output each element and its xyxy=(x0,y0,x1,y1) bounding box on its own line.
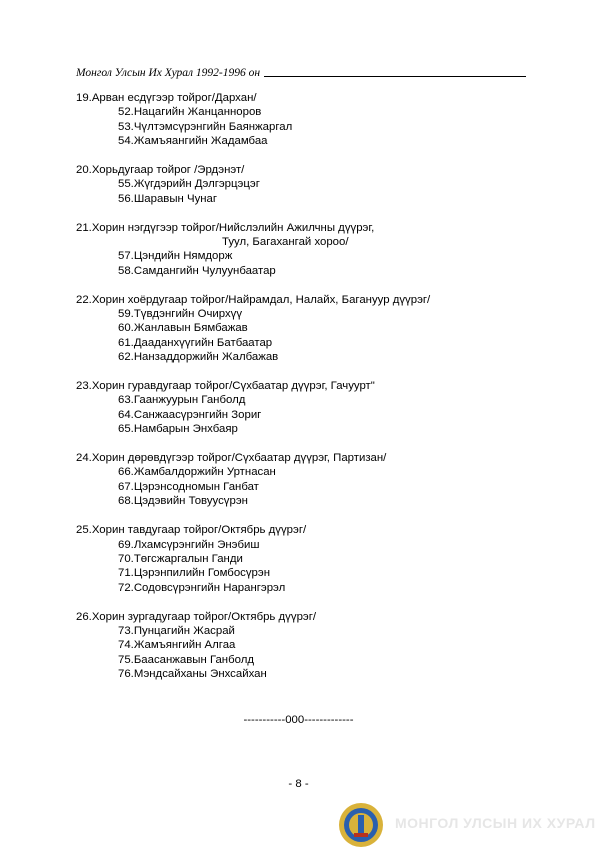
member-name: 62.Нанзаддоржийн Жалбажав xyxy=(118,351,279,364)
member-name: 59.Түвдэнгийн Очирхүү xyxy=(118,308,243,321)
member-name: 75.Баасанжавын Ганболд xyxy=(118,653,255,666)
member-name: 72.Содовсүрэнгийн Нарангэрэл xyxy=(118,581,286,594)
member-name: 76.Мэндсайханы Энхсайхан xyxy=(118,668,267,681)
district-title: 25.Хорин тавдугаар тойрог/Октябрь дүүрэг/ xyxy=(76,524,307,537)
district-title: 26.Хорин зургадугаар тойрог/Октябрь дүүрэг/ xyxy=(76,610,317,623)
district-block xyxy=(76,163,576,206)
district-list xyxy=(76,91,576,696)
member-name: 60.Жанлавын Бямбажав xyxy=(118,322,248,335)
district-block xyxy=(76,610,576,682)
district-title: 24.Хорин дөрөвдүгээр тойрог/Сүхбаатар дүүрэг, Партизан/ xyxy=(76,452,387,465)
header-rule xyxy=(264,76,526,77)
member-name: 71.Цэрэнпилийн Гомбосүрэн xyxy=(118,567,270,580)
header-title: Монгол Улсын Их Хурал 1992-1996 он xyxy=(76,67,261,79)
member-name: 53.Чүлтэмсүрэнгийн Баянжаргал xyxy=(118,120,293,133)
separator: -----------000------------- xyxy=(243,714,354,726)
district-block xyxy=(76,91,576,149)
member-name: 55.Жүгдэрийн Дэлгэрцэцэг xyxy=(118,178,260,191)
member-name: 65.Намбарын Энхбаяр xyxy=(118,423,238,436)
member-name: 74.Жамъянгийн Алгаа xyxy=(118,639,236,652)
district-title: 21.Хорин нэгдүгээр тойрог/Нийслэлийн Ажилчны дүүрэг, xyxy=(76,221,375,234)
member-name: 67.Цэрэнсодномын Ганбат xyxy=(118,480,259,493)
member-name: 61.Дааданхүүгийн Батбаатар xyxy=(118,336,273,349)
district-block xyxy=(76,523,576,595)
district-block xyxy=(76,293,576,365)
district-title: 22.Хорин хоёрдугаар тойрог/Найрамдал, Налайх, Багануур дүүрэг/ xyxy=(76,293,431,306)
member-name: 58.Самдангийн Чулуунбаатар xyxy=(118,264,276,277)
district-title: 23.Хорин гуравдугаар тойрог/Сүхбаатар дүүрэг, Гачуурт" xyxy=(76,380,375,393)
member-name: 52.Нацагийн Жанцанноров xyxy=(118,106,262,119)
district-block xyxy=(76,221,576,279)
district-title: 19.Арван есдүгээр тойрог/Дархан/ xyxy=(76,92,257,104)
district-block xyxy=(76,451,576,509)
footer-title: МОНГОЛ УЛСЫН ИХ ХУРАЛ xyxy=(395,815,596,831)
state-emblem-icon xyxy=(338,802,384,848)
member-name: 69.Лхамсүрэнгийн Энэбиш xyxy=(118,538,260,551)
member-name: 63.Гаанжуурын Ганболд xyxy=(118,394,246,407)
member-name: 70.Төгсжаргалын Ганди xyxy=(118,552,243,565)
member-name: 64.Санжаасүрэнгийн Зориг xyxy=(118,408,262,421)
member-name: 73.Пунцагийн Жасрай xyxy=(118,624,235,637)
member-name: 57.Цэндийн Нямдорж xyxy=(118,250,233,263)
page-header xyxy=(76,65,526,79)
member-name: 56.Шаравын Чунаг xyxy=(118,192,218,205)
member-name: 54.Жамъяангийн Жадамбаа xyxy=(118,135,268,148)
footer xyxy=(330,795,597,848)
member-name: 66.Жамбалдоржийн Уртнасан xyxy=(118,466,276,479)
page-number: - 8 - xyxy=(288,778,309,790)
district-title-continuation: Туул, Багахангай хороо/ xyxy=(222,236,349,249)
district-block xyxy=(76,379,576,437)
district-title: 20.Хорьдугаар тойрог /Эрдэнэт/ xyxy=(76,164,245,177)
member-name: 68.Цэдэвийн Товуусүрэн xyxy=(118,495,248,508)
